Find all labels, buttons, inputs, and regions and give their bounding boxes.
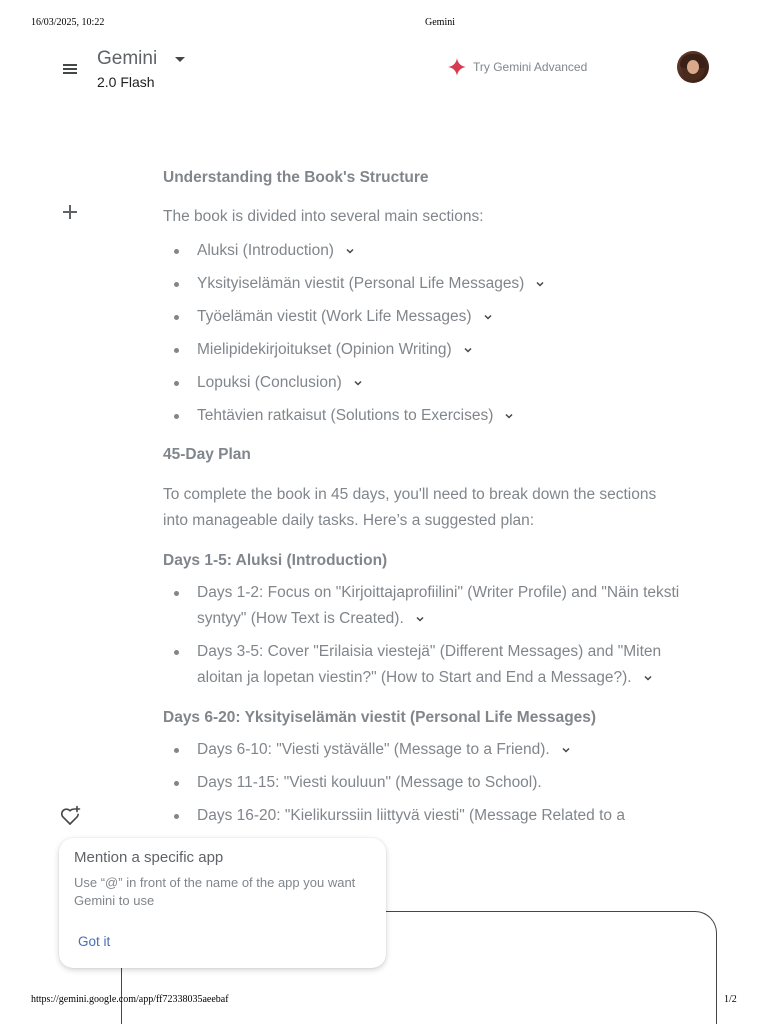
- chevron-down-icon[interactable]: [462, 344, 474, 356]
- list-item: Days 16-20: "Kielikurssiin liittyvä viesti" (Message Related to a: [163, 803, 683, 829]
- got-it-button[interactable]: Got it: [78, 934, 111, 949]
- sections-list: [163, 238, 683, 436]
- print-title: Gemini: [425, 17, 455, 28]
- print-page-number: 1/2: [724, 994, 737, 1005]
- list-item: Mielipidekirjoitukset (Opinion Writing): [163, 337, 683, 363]
- try-advanced-label: Try Gemini Advanced: [473, 60, 588, 74]
- chevron-down-icon[interactable]: [344, 245, 356, 257]
- list-item: Työelämän viestit (Work Life Messages): [163, 304, 683, 330]
- days-6-20-list: [163, 737, 683, 836]
- app-name: Gemini: [97, 48, 158, 69]
- list-item: Lopuksi (Conclusion): [163, 370, 683, 396]
- chevron-down-icon[interactable]: [414, 613, 426, 625]
- list-item: Tehtävien ratkaisut (Solutions to Exercises): [163, 403, 683, 429]
- caret-down-icon: [175, 57, 185, 62]
- days-1-5-list: [163, 580, 683, 698]
- gem-add-icon: [60, 805, 82, 827]
- main-menu-button[interactable]: [58, 58, 82, 80]
- list-item: Yksityiselämän viestit (Personal Life Messages): [163, 271, 683, 297]
- chevron-down-icon[interactable]: [503, 410, 515, 422]
- chevron-down-icon[interactable]: [534, 278, 546, 290]
- list-item: Aluksi (Introduction): [163, 238, 683, 264]
- list-item: Days 11-15: "Viesti kouluun" (Message to School).: [163, 770, 683, 796]
- print-header: [0, 17, 768, 31]
- sparkle-icon: [448, 58, 466, 76]
- chevron-down-icon[interactable]: [352, 377, 364, 389]
- gem-manager-button[interactable]: [60, 805, 82, 827]
- mention-app-tip: [59, 838, 386, 968]
- model-version: 2.0 Flash: [97, 74, 155, 90]
- print-url: https://gemini.google.com/app/ff72338035aeebaf: [31, 994, 229, 1005]
- list-item: Days 3-5: Cover "Erilaisia viestejä" (Different Messages) and "Miten aloitan ja lopetan viestin?" (How to Start and End a Message?).: [163, 639, 683, 691]
- plan-heading: 45-Day Plan: [163, 446, 251, 463]
- structure-intro: The book is divided into several main sections:: [163, 208, 484, 225]
- list-item: Days 6-10: "Viesti ystävälle" (Message to a Friend).: [163, 737, 683, 763]
- tip-title: Mention a specific app: [74, 849, 224, 866]
- chevron-down-icon[interactable]: [482, 311, 494, 323]
- days-1-5-heading: Days 1-5: Aluksi (Introduction): [163, 552, 388, 569]
- chevron-down-icon[interactable]: [642, 672, 654, 684]
- new-chat-button[interactable]: [60, 202, 80, 222]
- structure-heading: Understanding the Book's Structure: [163, 169, 429, 186]
- account-avatar[interactable]: [677, 51, 709, 83]
- chevron-down-icon[interactable]: [560, 744, 572, 756]
- print-footer: [0, 994, 768, 1008]
- plan-intro: To complete the book in 45 days, you'll need to break down the sections into manageable daily tasks. Here’s a suggested plan:: [163, 486, 657, 529]
- days-6-20-heading: Days 6-20: Yksityiselämän viestit (Personal Life Messages): [163, 709, 597, 726]
- menu-icon: [63, 64, 77, 66]
- model-switcher[interactable]: [97, 48, 207, 92]
- print-date: 16/03/2025, 10:22: [31, 17, 105, 28]
- tip-body: Use “@” in front of the name of the app you want Gemini to use: [74, 875, 356, 908]
- list-item: Days 1-2: Focus on "Kirjoittajaprofiilini" (Writer Profile) and "Näin teksti syntyy" (How Text is Created).: [163, 580, 683, 632]
